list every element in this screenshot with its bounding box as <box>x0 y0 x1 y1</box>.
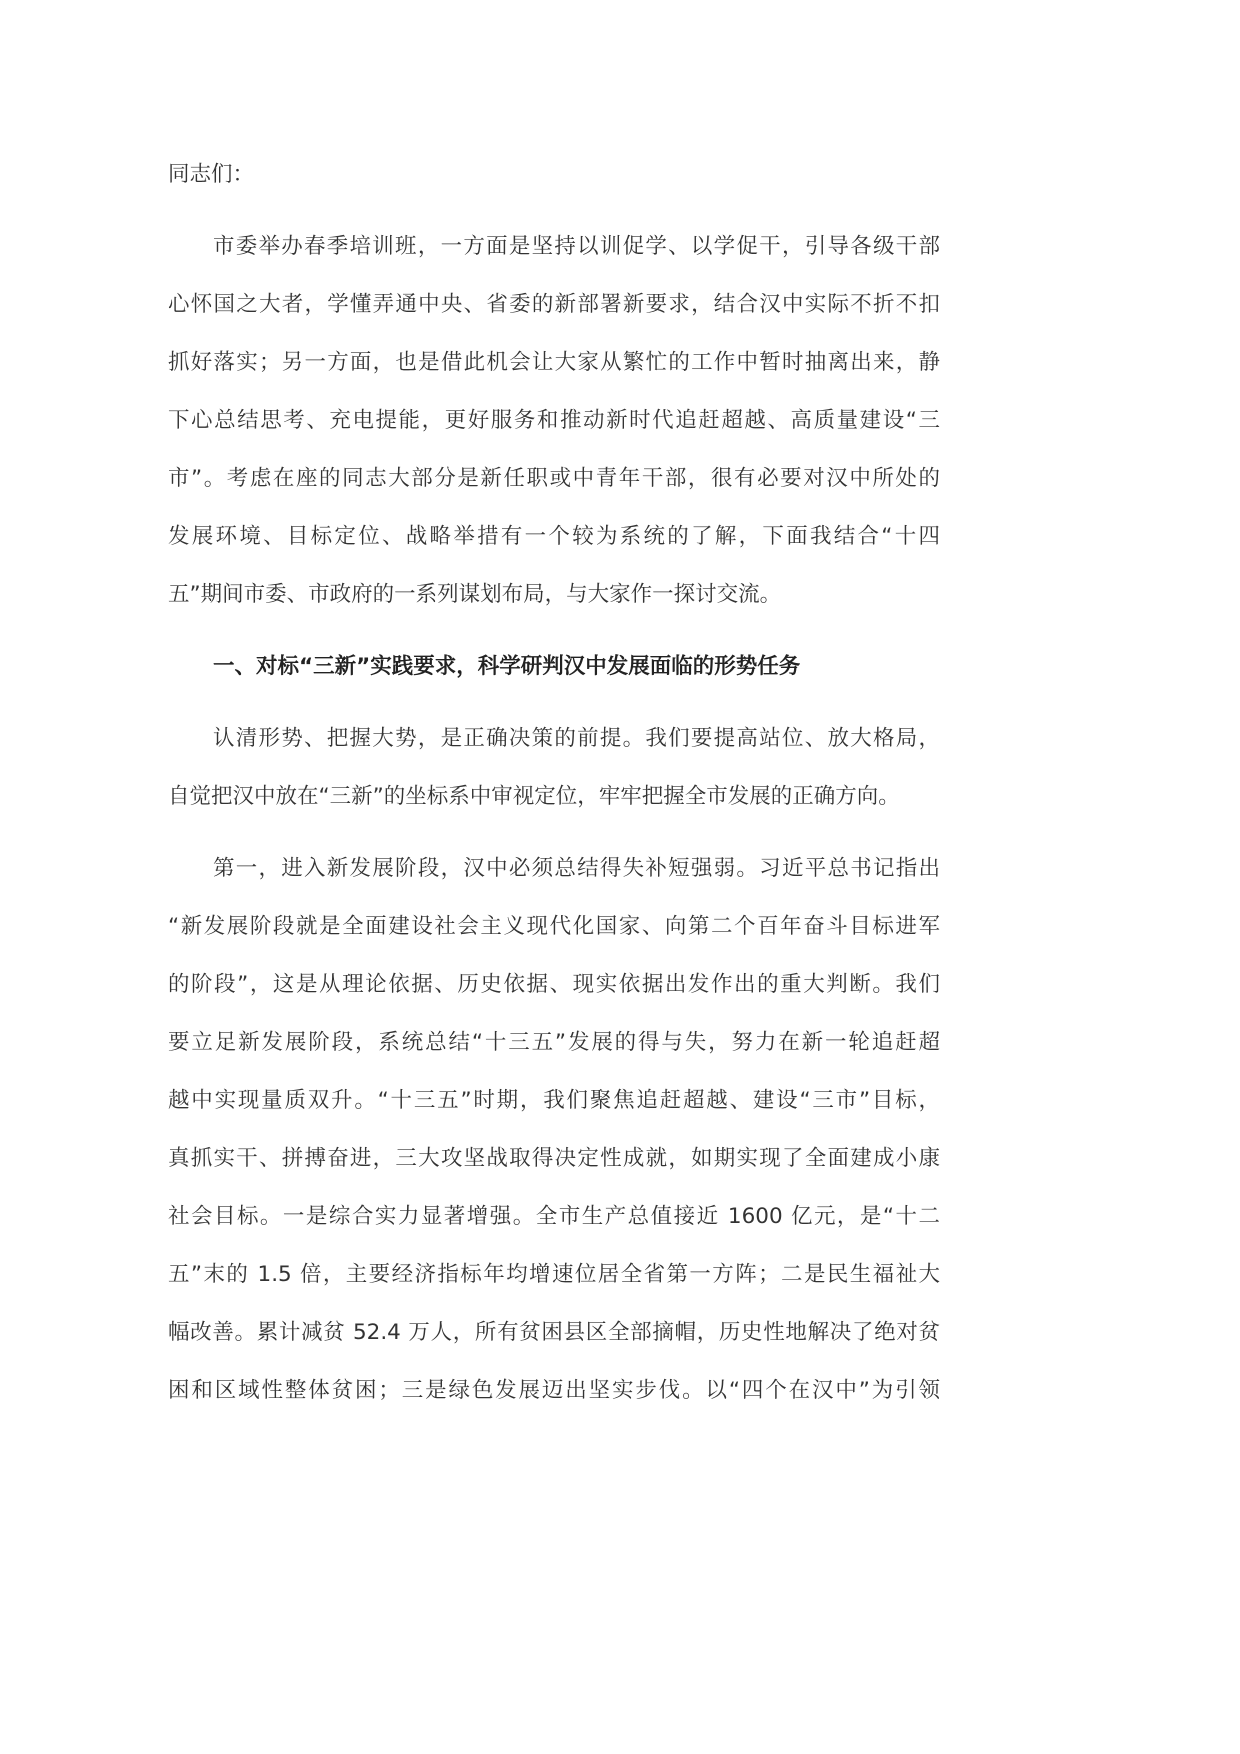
text-line: 的阶段”，这是从理论依据、历史依据、现实依据出发作出的重大判断。我们 <box>168 972 940 997</box>
text-line: 抓好落实；另一方面，也是借此机会让大家从繁忙的工作中暂时抽离出来，静 <box>168 350 940 375</box>
text-line: 一、对标“三新”实践要求，科学研判汉中发展面临的形势任务 <box>213 654 801 679</box>
text-line: 五”末的 1.5 倍，主要经济指标年均增速位居全省第一方阵；二是民生福祉大 <box>168 1262 940 1287</box>
text-line: 幅改善。累计减贫 52.4 万人，所有贫困县区全部摘帽，历史性地解决了绝对贫 <box>168 1320 940 1345</box>
text-line: 市”。考虑在座的同志大部分是新任职或中青年干部，很有必要对汉中所处的 <box>168 466 940 491</box>
text-line: 下心总结思考、充电提能，更好服务和推动新时代追赶超越、高质量建设“三 <box>168 408 940 433</box>
text-line: 要立足新发展阶段，系统总结“十三五”发展的得与失，努力在新一轮追赶超 <box>168 1030 940 1055</box>
text-line: “新发展阶段就是全面建设社会主义现代化国家、向第二个百年奋斗目标进军 <box>168 914 940 939</box>
section-heading <box>168 650 940 708</box>
text-line: 同志们： <box>168 162 255 187</box>
paragraph <box>168 722 940 838</box>
text-line: 真抓实干、拼搏奋进，三大攻坚战取得决定性成就，如期实现了全面建成小康 <box>168 1146 940 1171</box>
document-body <box>168 158 940 1432</box>
paragraph <box>168 230 940 636</box>
text-line: 五”期间市委、市政府的一系列谋划布局，与大家作一探讨交流。 <box>168 582 782 607</box>
text-line: 市委举办春季培训班，一方面是坚持以训促学、以学促干，引导各级干部 <box>213 234 940 259</box>
text-line: 自觉把汉中放在“三新”的坐标系中审视定位，牢牢把握全市发展的正确方向。 <box>168 784 900 809</box>
paragraph <box>168 852 940 1432</box>
text-line: 认清形势、把握大势，是正确决策的前提。我们要提高站位、放大格局， <box>213 726 940 751</box>
text-line: 心怀国之大者，学懂弄通中央、省委的新部署新要求，结合汉中实际不折不扣 <box>168 292 940 317</box>
text-line: 越中实现量质双升。“十三五”时期，我们聚焦追赶超越、建设“三市”目标， <box>168 1088 940 1113</box>
text-line: 发展环境、目标定位、战略举措有一个较为系统的了解，下面我结合“十四 <box>168 524 940 549</box>
text-line: 困和区域性整体贫困；三是绿色发展迈出坚实步伐。以“四个在汉中”为引领 <box>168 1378 940 1403</box>
text-line: 第一，进入新发展阶段，汉中必须总结得失补短强弱。习近平总书记指出 <box>213 856 940 881</box>
text-line: 社会目标。一是综合实力显著增强。全市生产总值接近 1600 亿元，是“十二 <box>168 1204 940 1229</box>
salutation <box>168 158 940 216</box>
